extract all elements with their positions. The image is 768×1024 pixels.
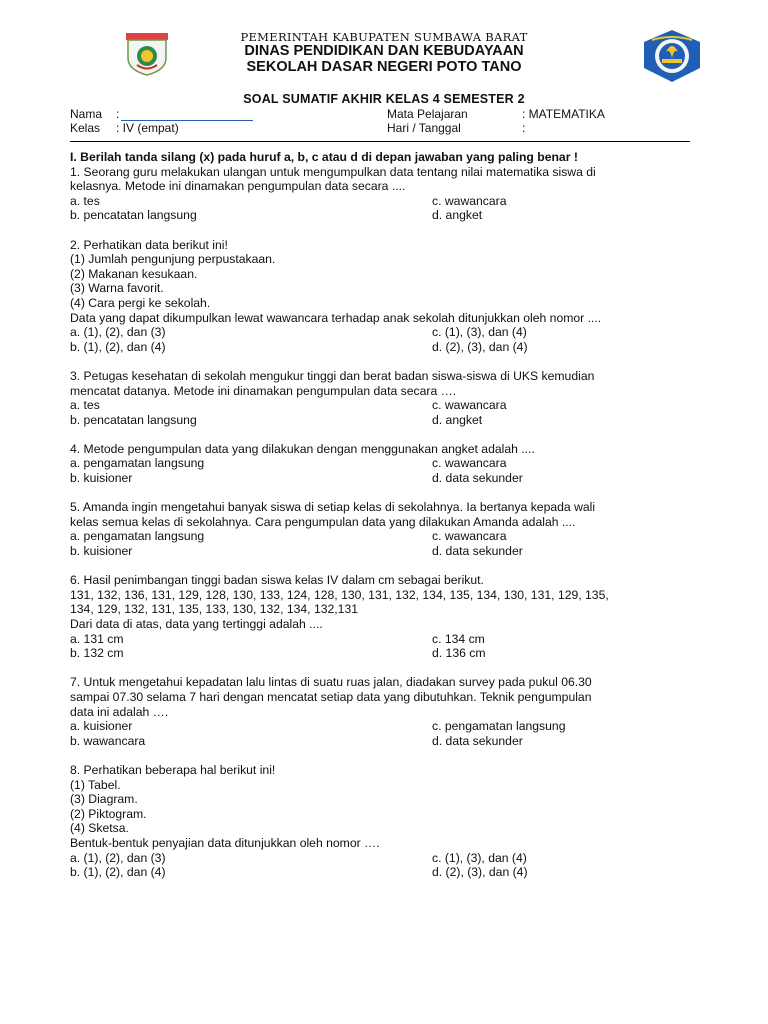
exam-body — [70, 150, 710, 894]
question-2 — [70, 238, 710, 355]
answer-option[interactable]: b. (1), (2), dan (4) — [70, 339, 166, 354]
question-6 — [70, 573, 710, 661]
question-text-line: sampai 07.30 selama 7 hari dengan mencatat setiap data yang dibutuhkan. Teknik pengumpulan — [70, 689, 592, 704]
question-text-line: 6. Hasil penimbangan tinggi badan siswa kelas IV dalam cm sebagai berikut. — [70, 573, 484, 588]
answer-option[interactable]: a. pengamatan langsung — [70, 529, 205, 544]
answer-option[interactable]: d. data sekunder — [432, 471, 523, 486]
answer-option[interactable]: d. data sekunder — [432, 544, 523, 559]
answer-option[interactable]: d. angket — [432, 208, 483, 223]
government-heading: PEMERINTAH KABUPATEN SUMBAWA BARAT — [240, 30, 528, 44]
answer-option[interactable]: a. kuisioner — [70, 719, 133, 734]
answer-options — [70, 456, 710, 485]
question-text-line: (2) Piktogram. — [70, 806, 147, 821]
subject-label: Mata Pelajaran — [387, 107, 468, 121]
answer-option[interactable]: b. kuisioner — [70, 471, 133, 486]
question-text-line: 1. Seorang guru melakukan ulangan untuk mengumpulkan data tentang nilai matematika siswa di — [70, 164, 596, 179]
question-text-line: 3. Petugas kesehatan di sekolah mengukur tinggi dan berat badan siswa-siswa di UKS kemudian — [70, 368, 595, 383]
answer-option[interactable]: b. 132 cm — [70, 646, 124, 661]
question-text-line: 131, 132, 136, 131, 129, 128, 130, 133, 124, 128, 130, 131, 132, 134, 135, 134, 130, 131, 129, 135, — [70, 587, 609, 602]
answer-options — [70, 325, 710, 354]
answer-option[interactable]: a. (1), (2), dan (3) — [70, 850, 166, 865]
question-8 — [70, 763, 710, 880]
question-text-line: mencatat datanya. Metode ini dinamakan pengumpulan data secara …. — [70, 383, 457, 398]
date-label: Hari / Tanggal — [387, 121, 461, 135]
question-list — [70, 165, 710, 880]
answer-option[interactable]: b. wawancara — [70, 733, 146, 748]
question-text-line: (2) Makanan kesukaan. — [70, 266, 198, 281]
name-label: Nama — [70, 107, 103, 121]
answer-option[interactable]: d. data sekunder — [432, 733, 523, 748]
school-heading: SEKOLAH DASAR NEGERI POTO TANO — [246, 59, 522, 75]
question-text-line: 2. Perhatikan data berikut ini! — [70, 237, 228, 252]
answer-option[interactable]: c. wawancara — [432, 529, 507, 544]
answer-option[interactable]: d. 136 cm — [432, 646, 486, 661]
question-text-line: Data yang dapat dikumpulkan lewat wawancara terhadap anak sekolah ditunjukkan oleh nomor .... — [70, 310, 602, 325]
answer-options — [70, 529, 710, 558]
question-text-line: 8. Perhatikan beberapa hal berikut ini! — [70, 762, 276, 777]
class-value: : IV (empat) — [116, 121, 179, 135]
question-text-line: (3) Diagram. — [70, 792, 138, 807]
answer-options — [70, 194, 710, 223]
answer-option[interactable]: c. wawancara — [432, 193, 507, 208]
answer-option[interactable]: a. 131 cm — [70, 631, 124, 646]
instruction-text: I. Berilah tanda silang (x) pada huruf a, b, c atau d di depan jawaban yang paling benar ! — [70, 150, 578, 164]
answer-option[interactable]: c. (1), (3), dan (4) — [432, 325, 527, 340]
question-text-line: 5. Amanda ingin mengetahui banyak siswa di setiap kelas di sekolahnya. Ia bertanya kepada wali — [70, 500, 596, 515]
answer-option[interactable]: b. pencatatan langsung — [70, 208, 197, 223]
question-text-line: Bentuk-bentuk penyajian data ditunjukkan oleh nomor …. — [70, 835, 380, 850]
question-text-line: kelasnya. Metode ini dinamakan pengumpulan data secara .... — [70, 179, 406, 194]
answer-options — [70, 398, 710, 427]
answer-option[interactable]: c. wawancara — [432, 456, 507, 471]
question-4 — [70, 442, 710, 486]
question-text-line: (1) Jumlah pengunjung perpustakaan. — [70, 252, 276, 267]
question-text-line: (4) Cara pergi ke sekolah. — [70, 295, 211, 310]
question-text-line: 7. Untuk mengetahui kepadatan lalu lintas di suatu ruas jalan, diadakan survey pada pukul 06.30 — [70, 675, 592, 690]
name-separator: : — [116, 107, 120, 121]
answer-option[interactable]: a. tes — [70, 398, 100, 413]
question-text-line: Dari data di atas, data yang tertinggi adalah .... — [70, 617, 323, 631]
answer-option[interactable]: c. 134 cm — [432, 631, 485, 646]
name-blank-line — [121, 108, 253, 121]
question-text-line: (3) Warna favorit. — [70, 281, 164, 296]
question-1 — [70, 165, 710, 223]
subject-value: : MATEMATIKA — [522, 107, 605, 121]
answer-option[interactable]: a. tes — [70, 193, 100, 208]
answer-option[interactable]: d. angket — [432, 412, 483, 427]
answer-option[interactable]: a. (1), (2), dan (3) — [70, 325, 166, 340]
question-text-line: 134, 129, 132, 131, 135, 133, 130, 132, 134, 132,131 — [70, 602, 359, 617]
identity-row-name — [70, 107, 710, 121]
answer-option[interactable]: d. (2), (3), dan (4) — [432, 865, 528, 880]
answer-option[interactable]: c. (1), (3), dan (4) — [432, 850, 527, 865]
question-text-line: (4) Sketsa. — [70, 821, 129, 836]
answer-option[interactable]: c. pengamatan langsung — [432, 719, 566, 734]
question-5 — [70, 500, 710, 558]
department-heading: DINAS PENDIDIKAN DAN KEBUDAYAAN — [244, 43, 524, 59]
question-text-line: 4. Metode pengumpulan data yang dilakukan dengan menggunakan angket adalah .... — [70, 441, 535, 456]
header-divider — [70, 141, 690, 142]
question-7 — [70, 675, 710, 748]
exam-title: SOAL SUMATIF AKHIR KELAS 4 SEMESTER 2 — [243, 92, 525, 106]
question-text-line: kelas semua kelas di sekolahnya. Cara pengumpulan data yang dilakukan Amanda adalah .... — [70, 514, 576, 529]
name-field[interactable] — [116, 107, 253, 121]
identity-row-class — [70, 121, 710, 135]
answer-option[interactable]: d. (2), (3), dan (4) — [432, 339, 528, 354]
answer-option[interactable]: a. pengamatan langsung — [70, 456, 205, 471]
answer-options — [70, 632, 710, 661]
question-text-line: data ini adalah …. — [70, 704, 169, 719]
answer-options — [70, 719, 710, 748]
class-label: Kelas — [70, 121, 101, 135]
answer-option[interactable]: b. (1), (2), dan (4) — [70, 865, 166, 880]
answer-option[interactable]: b. kuisioner — [70, 544, 133, 559]
date-field[interactable]: : — [522, 121, 526, 135]
question-3 — [70, 369, 710, 427]
question-text-line: (1) Tabel. — [70, 777, 121, 792]
answer-option[interactable]: c. wawancara — [432, 398, 507, 413]
answer-options — [70, 851, 710, 880]
answer-option[interactable]: b. pencatatan langsung — [70, 412, 197, 427]
